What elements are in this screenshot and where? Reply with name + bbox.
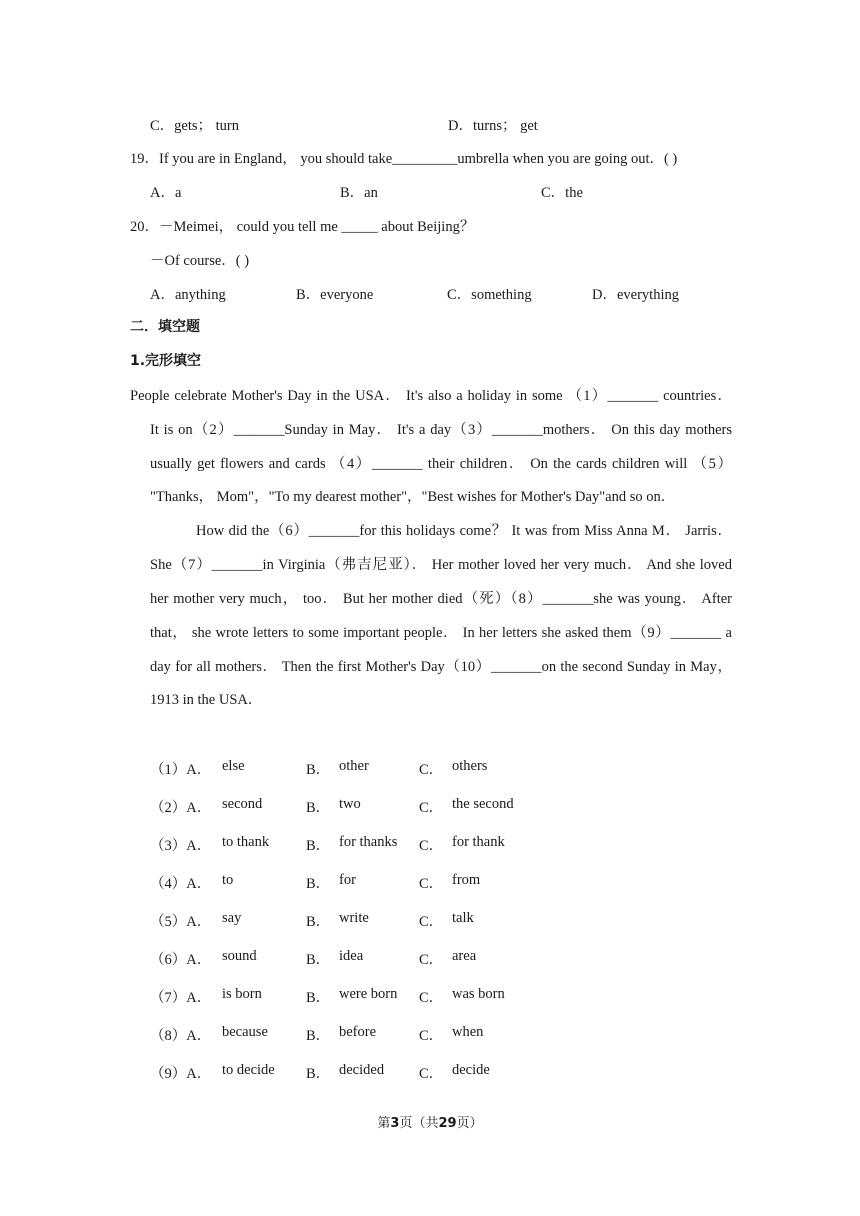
choice-number: （6）A．: [150, 952, 212, 968]
choice-c-label: C．: [419, 990, 444, 1006]
choice-number: （8）A．: [150, 1028, 212, 1044]
choice-c-label: C．: [419, 914, 444, 930]
passage-line: It is on（2）_______Sunday in May． It's a day（3）_______mothers． On this day mothers: [150, 422, 732, 438]
q19-stem: 19．If you are in England， you should take_________umbrella when you are going out．( ): [130, 151, 678, 167]
current-page-number: 3: [390, 1116, 400, 1131]
choice-c: decide: [452, 1062, 490, 1078]
footer-post: 页）: [456, 1116, 483, 1131]
choice-a: to thank: [222, 834, 270, 850]
q19-option-c: C．the: [541, 185, 583, 201]
choice-a: is born: [222, 986, 262, 1002]
choice-b: write: [339, 910, 369, 926]
choice-b: for: [339, 872, 356, 888]
choice-c-label: C．: [419, 952, 444, 968]
q18-option-d: D．turns； get: [448, 118, 538, 134]
choice-a: to decide: [222, 1062, 275, 1078]
choice-a: sound: [222, 948, 257, 964]
choice-c-label: C．: [419, 1066, 444, 1082]
choice-b-label: B．: [306, 838, 331, 854]
q18-option-c: C．gets； turn: [150, 118, 240, 134]
choice-b-label: B．: [306, 876, 331, 892]
choice-number: （4）A．: [150, 876, 212, 892]
passage-line: her mother very much， too． But her mother died（死）（8）_______she was young． After: [150, 591, 732, 607]
choice-c: was born: [452, 986, 505, 1002]
passage-line: "Thanks， Mom"，"To my dearest mother"，"Best wishes for Mother's Day"and so on．: [150, 489, 676, 505]
q20-option-c: C．something: [447, 287, 532, 303]
choice-b: idea: [339, 948, 364, 964]
cloze-subtitle: 1.完形填空: [130, 353, 202, 369]
choice-number: （1）A．: [150, 762, 212, 778]
passage-line: 1913 in the USA．: [150, 692, 263, 708]
footer-pre: 第: [377, 1116, 391, 1131]
section-title: 二．填空题: [130, 319, 200, 335]
choice-a: because: [222, 1024, 268, 1040]
choice-b: for thanks: [339, 834, 398, 850]
choice-c-label: C．: [419, 800, 444, 816]
choice-a: else: [222, 758, 245, 774]
choice-a: second: [222, 796, 263, 812]
choice-c: the second: [452, 796, 514, 812]
q20-stem: 20．－Meimei， could you tell me _____ about Beijing？: [130, 219, 475, 235]
passage-line: She（7）_______in Virginia（弗吉尼亚）． Her mother loved her very much． And she loved: [150, 557, 732, 573]
choice-c: area: [452, 948, 477, 964]
choice-b: two: [339, 796, 361, 812]
choice-b: were born: [339, 986, 398, 1002]
q20-option-b: B．everyone: [296, 287, 374, 303]
passage-line: usually get flowers and cards （4）_______ their children． On the cards children will （5）: [150, 456, 732, 472]
footer-mid: 页（共: [399, 1116, 439, 1131]
choice-c-label: C．: [419, 838, 444, 854]
choice-a: to: [222, 872, 234, 888]
q20-reply: －Of course．( ): [150, 253, 250, 269]
q19-option-b: B．an: [340, 185, 378, 201]
choice-b-label: B．: [306, 990, 331, 1006]
choice-c: from: [452, 872, 481, 888]
choice-a: say: [222, 910, 242, 926]
choice-number: （9）A．: [150, 1066, 212, 1082]
choice-c-label: C．: [419, 876, 444, 892]
total-pages-number: 29: [438, 1116, 457, 1131]
choice-b: decided: [339, 1062, 385, 1078]
choice-number: （3）A．: [150, 838, 212, 854]
choice-b-label: B．: [306, 1066, 331, 1082]
choice-b: other: [339, 758, 369, 774]
passage-line: that， she wrote letters to some important people． In her letters she asked them（9）_______ a: [150, 625, 732, 641]
choice-number: （7）A．: [150, 990, 212, 1006]
choice-b-label: B．: [306, 800, 331, 816]
choice-b: before: [339, 1024, 377, 1040]
passage-line: People celebrate Mother's Day in the USA． It's also a holiday in some （1）_______ countries．: [130, 388, 732, 404]
choice-c: talk: [452, 910, 474, 926]
choice-c-label: C．: [419, 1028, 444, 1044]
choice-c: for thank: [452, 834, 505, 850]
passage-line: How did the（6）_______for this holidays come？ It was from Miss Anna M． Jarris．: [196, 523, 732, 539]
page-footer: [0, 1112, 860, 1131]
choice-c-label: C．: [419, 762, 444, 778]
q19-option-a: A．a: [150, 185, 182, 201]
choice-b-label: B．: [306, 952, 331, 968]
choice-b-label: B．: [306, 914, 331, 930]
choice-c: others: [452, 758, 488, 774]
passage-line: day for all mothers． Then the first Mother's Day（10）_______on the second Sunday in May，: [150, 659, 732, 675]
choice-b-label: B．: [306, 1028, 331, 1044]
choice-c: when: [452, 1024, 484, 1040]
choice-number: （2）A．: [150, 800, 212, 816]
q20-option-d: D．everything: [592, 287, 679, 303]
choice-number: （5）A．: [150, 914, 212, 930]
q20-option-a: A．anything: [150, 287, 226, 303]
choice-b-label: B．: [306, 762, 331, 778]
